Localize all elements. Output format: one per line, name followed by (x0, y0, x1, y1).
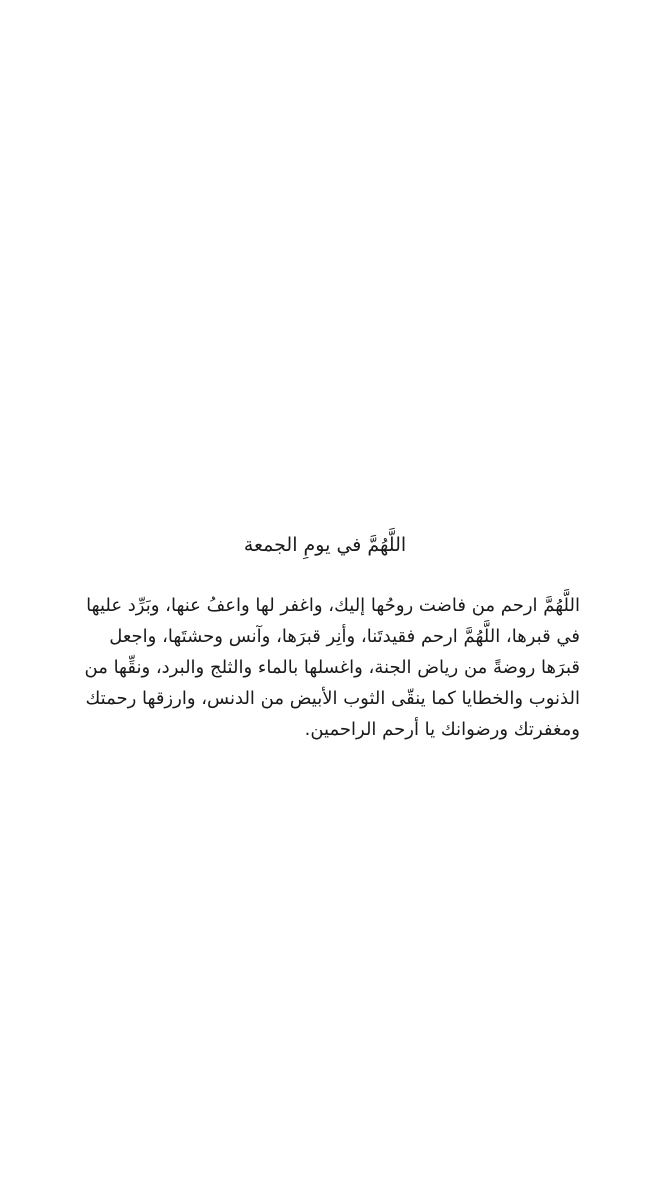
note-body: اللَّهُمَّ ارحم من فاضت روحُها إليك، واغفر لها واعفُ عنها، وبَرِّد عليها في قبرها، اللَّهُمَّ ارحم فقيدتَنا، وأنِر قبرَها، وآنس وحشتَها، واجعل قبرَها روضةً من رياض الجنة، واغسلها بالماء والثلج والبرد، ونقِّها من الذنوب والخطايا كما ينقّى الثوب الأبيض من الدنس، وارزقها رحمتك ومغفرتك ورضوانك يا أرحم الراحمين. (84, 595, 580, 740)
notes-page (70, 528, 580, 745)
note-title: اللَّهُمَّ في يومِ الجمعة (243, 534, 407, 556)
